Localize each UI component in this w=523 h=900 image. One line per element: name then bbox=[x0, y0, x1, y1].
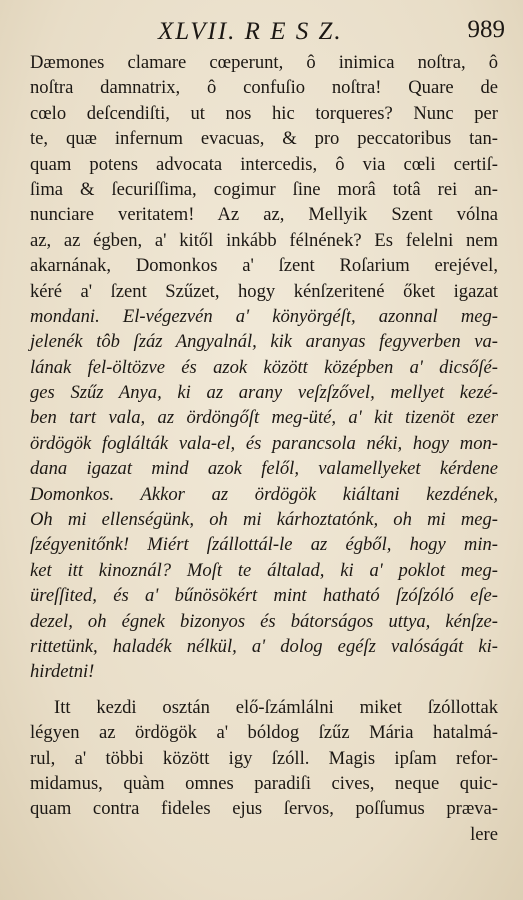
text-line: ges Szűz Anya, ki az arany veſzſzővel, mellyet kezé- bbox=[30, 382, 498, 404]
text-line: lának fel-öltözve és azok között középben a' dicsőſé- bbox=[30, 356, 498, 378]
text-line: Oh mi ellenségünk, oh mi kárhoztatónk, oh mi meg- bbox=[30, 509, 498, 531]
text-line: akarnának, Domonkos a' ſzent Roſarium erejével, bbox=[30, 255, 498, 277]
text-line: quam contra fideles ejus ſervos, poſſumus præva- bbox=[30, 798, 498, 820]
text-line: dezel, oh égnek bizonyos és bátorságos uttya, kénſze- bbox=[30, 610, 498, 632]
text-line: cœlo deſcendiſti, ut nos hic torqueres? Nunc per bbox=[30, 102, 498, 124]
text-line: üreſſited, és a' bűnösökért mint hatható ſzóſzóló eſe- bbox=[30, 585, 498, 607]
text-line: dana igazat mind azok felől, valamellyeket kérdene bbox=[30, 458, 498, 480]
text-line: Itt kezdi osztán elő-ſzámlálni miket ſzóllottak bbox=[54, 696, 498, 718]
text-line: rittetünk, haladék nélkül, a' dolog egéſz valóságát ki- bbox=[30, 635, 498, 657]
text-line: ben tart vala, az ördöngőſt meg-üté, a' kit tizenöt ezer bbox=[30, 407, 498, 429]
text-line: noſtra damnatrix, ô confuſio noſtra! Quare de bbox=[30, 77, 498, 99]
text-line: légyen az ördögök a' bóldog ſzűz Mária hatalmá- bbox=[30, 722, 498, 744]
text-line: lere bbox=[470, 823, 498, 845]
text-line: kéré a' ſzent Szűzet, hogy kénſzeritené őket igazat bbox=[30, 280, 498, 302]
text-line: rul, a' többi között igy ſzóll. Magis ipſam refor- bbox=[30, 747, 498, 769]
chapter-title: XLVII. R E S Z. bbox=[158, 18, 343, 45]
text-line: jelenék tôb ſzáz Angyalnál, kik aranyas fegyverben va- bbox=[30, 331, 498, 353]
text-line: mondani. El-végezvén a' könyörgéſt, azonnal meg- bbox=[30, 305, 498, 327]
text-line: midamus, quàm omnes paradiſi cives, neque quic- bbox=[30, 772, 498, 794]
running-header bbox=[0, 4, 523, 45]
text-line: ſzégyenitőnk! Miért ſzállottál-le az égből, hogy min- bbox=[30, 534, 498, 556]
text-line: quam potens advocata intercedis, ô via cœli certiſ- bbox=[30, 153, 498, 175]
page-number: 989 bbox=[467, 16, 505, 43]
text-line: te, quæ infernum evacuas, & pro peccatoribus tan- bbox=[30, 128, 498, 150]
paragraph-1 bbox=[30, 50, 498, 685]
text-line: Dæmones clamare cœperunt, ô inimica noſtra, ô bbox=[30, 52, 498, 73]
text-line: nunciare veritatem! Az az, Mellyik Szent vólna bbox=[30, 204, 498, 226]
text-line: Domonkos. Akkor az ördögök kiáltani kezdének, bbox=[30, 483, 498, 505]
text-line: hirdetni! bbox=[30, 661, 95, 683]
text-line: az, az égben, a' kitől inkább félnének? Es felelni nem bbox=[30, 229, 498, 251]
text-line: ſima & ſecuriſſima, cogimur ſine morâ totâ rei an- bbox=[30, 178, 498, 200]
text-line: ördögök foglálták vala-el, és parancsola néki, hogy mon- bbox=[30, 432, 498, 454]
page-body bbox=[30, 50, 498, 847]
paragraph-2 bbox=[30, 695, 498, 847]
text-line: ket itt kinoznál? Moſt te általad, ki a' poklot meg- bbox=[30, 559, 498, 581]
